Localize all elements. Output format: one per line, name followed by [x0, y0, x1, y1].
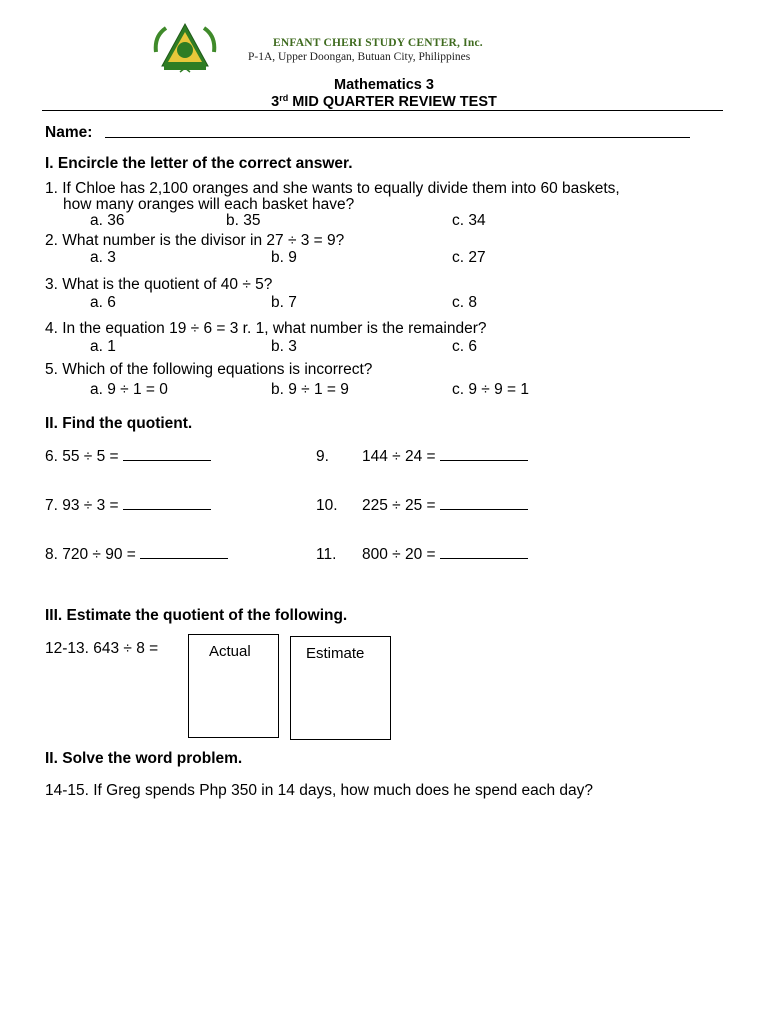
q1-option-c[interactable]: c. 34: [452, 212, 486, 229]
test-title-superscript: rd: [279, 93, 289, 103]
q1-text-cont: how many oranges will each basket have?: [63, 196, 355, 213]
q10-answer-blank[interactable]: [440, 497, 528, 510]
q9-number: 9.: [316, 448, 329, 465]
q1-option-b[interactable]: b. 35: [226, 212, 261, 229]
q1-text: 1. If Chloe has 2,100 oranges and she wants to equally divide them into 60 baskets,: [45, 180, 620, 197]
school-name: ENFANT CHERI STUDY CENTER, Inc.: [273, 37, 483, 49]
subject-title: Mathematics 3: [334, 77, 434, 93]
q11-item: [362, 546, 528, 564]
school-address: P-1A, Upper Doongan, Butuan City, Philippines: [248, 51, 471, 63]
q9-item: [362, 448, 528, 466]
q7-item: [45, 497, 211, 515]
q5-option-c[interactable]: c. 9 ÷ 9 = 1: [452, 381, 530, 398]
q5-text: 5. Which of the following equations is incorrect?: [45, 361, 373, 378]
q3-option-b[interactable]: b. 7: [271, 294, 297, 311]
q2-option-c[interactable]: c. 27: [452, 249, 486, 266]
test-title: [0, 93, 768, 110]
q3-option-c[interactable]: c. 8: [452, 294, 477, 311]
q7-text: 7. 93 ÷ 3 =: [45, 497, 119, 514]
q5-option-a[interactable]: a. 9 ÷ 1 = 0: [90, 381, 168, 398]
q6-answer-blank[interactable]: [123, 448, 211, 461]
q8-text: 8. 720 ÷ 90 =: [45, 546, 136, 563]
part3-heading: III. Estimate the quotient of the following.: [45, 607, 348, 624]
estimate-answer-box[interactable]: [290, 636, 391, 740]
q10-text: 225 ÷ 25 =: [362, 497, 436, 514]
part4-heading: II. Solve the word problem.: [45, 750, 243, 767]
actual-box-label: Actual: [209, 643, 251, 660]
q11-text: 800 ÷ 20 =: [362, 546, 436, 563]
actual-answer-box[interactable]: [188, 634, 279, 738]
test-title-rest: MID QUARTER REVIEW TEST: [288, 94, 497, 110]
q12-13-text: 12-13. 643 ÷ 8 =: [45, 640, 159, 657]
q11-number: 11.: [316, 546, 337, 563]
name-label: Name:: [45, 124, 93, 141]
q6-text: 6. 55 ÷ 5 =: [45, 448, 119, 465]
q14-15-text: 14-15. If Greg spends Php 350 in 14 days, how much does he spend each day?: [45, 782, 594, 799]
q9-text: 144 ÷ 24 =: [362, 448, 436, 465]
q4-option-c[interactable]: c. 6: [452, 338, 477, 355]
q8-item: [45, 546, 228, 564]
q9-answer-blank[interactable]: [440, 448, 528, 461]
q7-answer-blank[interactable]: [123, 497, 211, 510]
header-divider: [42, 110, 723, 111]
part1-heading: I. Encircle the letter of the correct answer.: [45, 155, 353, 172]
q4-text: 4. In the equation 19 ÷ 6 = 3 r. 1, what number is the remainder?: [45, 320, 487, 337]
q8-answer-blank[interactable]: [140, 546, 228, 559]
q10-item: [362, 497, 528, 515]
q3-option-a[interactable]: a. 6: [90, 294, 116, 311]
part2-heading: II. Find the quotient.: [45, 415, 193, 432]
q6-item: [45, 448, 211, 466]
estimate-box-label: Estimate: [306, 645, 365, 662]
q2-option-b[interactable]: b. 9: [271, 249, 297, 266]
q10-number: 10.: [316, 497, 338, 514]
school-seal-icon: [152, 22, 218, 74]
q3-text: 3. What is the quotient of 40 ÷ 5?: [45, 276, 273, 293]
q5-option-b[interactable]: b. 9 ÷ 1 = 9: [271, 381, 349, 398]
q1-option-a[interactable]: a. 36: [90, 212, 125, 229]
q2-option-a[interactable]: a. 3: [90, 249, 116, 266]
name-field[interactable]: [105, 137, 690, 138]
q11-answer-blank[interactable]: [440, 546, 528, 559]
q2-text: 2. What number is the divisor in 27 ÷ 3 = 9?: [45, 232, 345, 249]
test-title-number: 3: [271, 94, 280, 110]
q4-option-a[interactable]: a. 1: [90, 338, 116, 355]
q4-option-b[interactable]: b. 3: [271, 338, 297, 355]
